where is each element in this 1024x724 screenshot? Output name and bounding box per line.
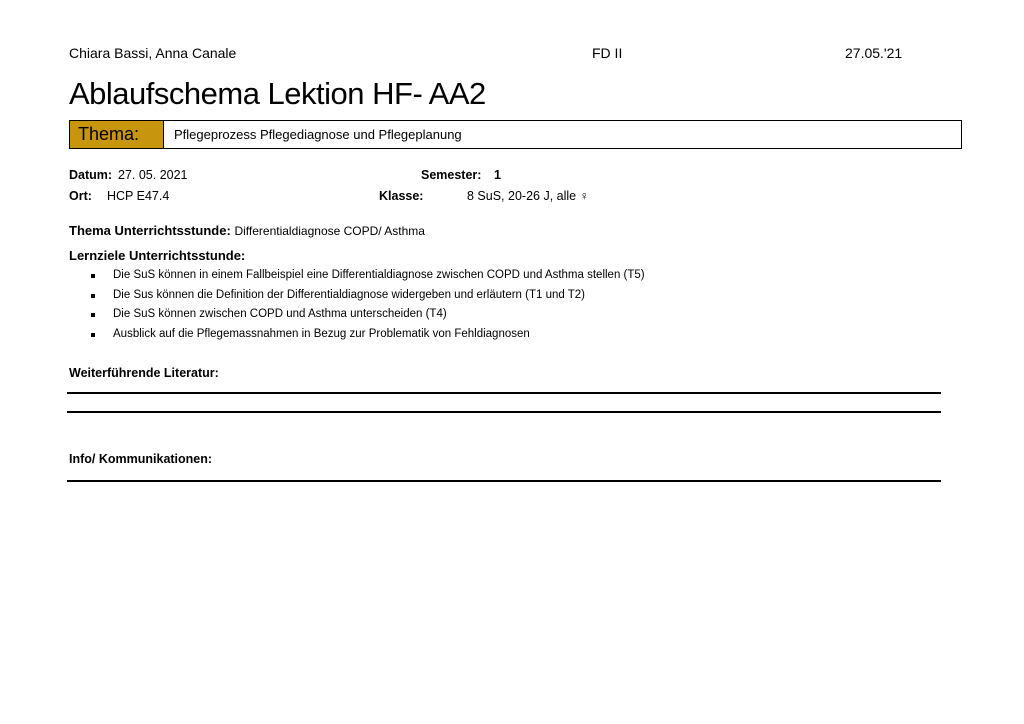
bullet-icon xyxy=(91,313,95,317)
list-item-text: Ausblick auf die Pflegemassnahmen in Bezug zur Problematik von Fehldiagnosen xyxy=(113,327,530,340)
ort-value: HCP E47.4 xyxy=(107,189,170,203)
thema-label: Thema: xyxy=(70,121,164,148)
bullet-icon xyxy=(91,333,95,337)
semester-label: Semester: xyxy=(421,168,482,182)
list-item-text: Die SuS können in einem Fallbeispiel eine Differentialdiagnose zwischen COPD und Asthma stellen (T5) xyxy=(113,269,645,281)
unterrichtsstunde-topic xyxy=(69,223,425,238)
literatur-line-1 xyxy=(67,392,941,394)
datum-label: Datum: xyxy=(69,168,113,182)
unterrichtsstunde-label: Thema Unterrichtsstunde: xyxy=(69,223,231,238)
literatur-line-2 xyxy=(67,411,941,413)
klasse-value: 8 SuS, 20-26 J, alle ♀ xyxy=(467,189,589,203)
thema-value: Pflegeprozess Pflegediagnose und Pflegeplanung xyxy=(174,127,462,142)
header-date: 27.05.'21 xyxy=(845,45,903,61)
klasse-label: Klasse: xyxy=(379,189,424,203)
semester-value: 1 xyxy=(494,168,501,182)
info-label: Info/ Kommunikationen: xyxy=(69,452,213,466)
literatur-label: Weiterführende Literatur: xyxy=(69,366,219,380)
lernziele-heading: Lernziele Unterrichtsstunde: xyxy=(69,248,246,263)
list-item-text: Die Sus können die Definition der Differentialdiagnose widergeben und erläutern (T1 und T2) xyxy=(113,288,586,301)
header-authors: Chiara Bassi, Anna Canale xyxy=(69,45,237,61)
list-item xyxy=(69,286,645,306)
datum-value: 27. 05. 2021 xyxy=(118,168,188,182)
lernziele-list xyxy=(69,266,645,344)
page-title: Ablaufschema Lektion HF- AA2 xyxy=(69,76,486,111)
list-item-text: Die SuS können zwischen COPD und Asthma unterscheiden (T4) xyxy=(113,308,447,320)
info-line xyxy=(67,480,941,482)
list-item xyxy=(69,325,645,345)
bullet-icon xyxy=(91,274,95,278)
thema-box xyxy=(69,120,962,149)
list-item xyxy=(69,305,645,325)
header-course: FD II xyxy=(592,45,623,61)
ort-label: Ort: xyxy=(69,189,92,203)
list-item xyxy=(69,266,645,286)
bullet-icon xyxy=(91,294,95,298)
unterrichtsstunde-value: Differentialdiagnose COPD/ Asthma xyxy=(234,224,425,238)
